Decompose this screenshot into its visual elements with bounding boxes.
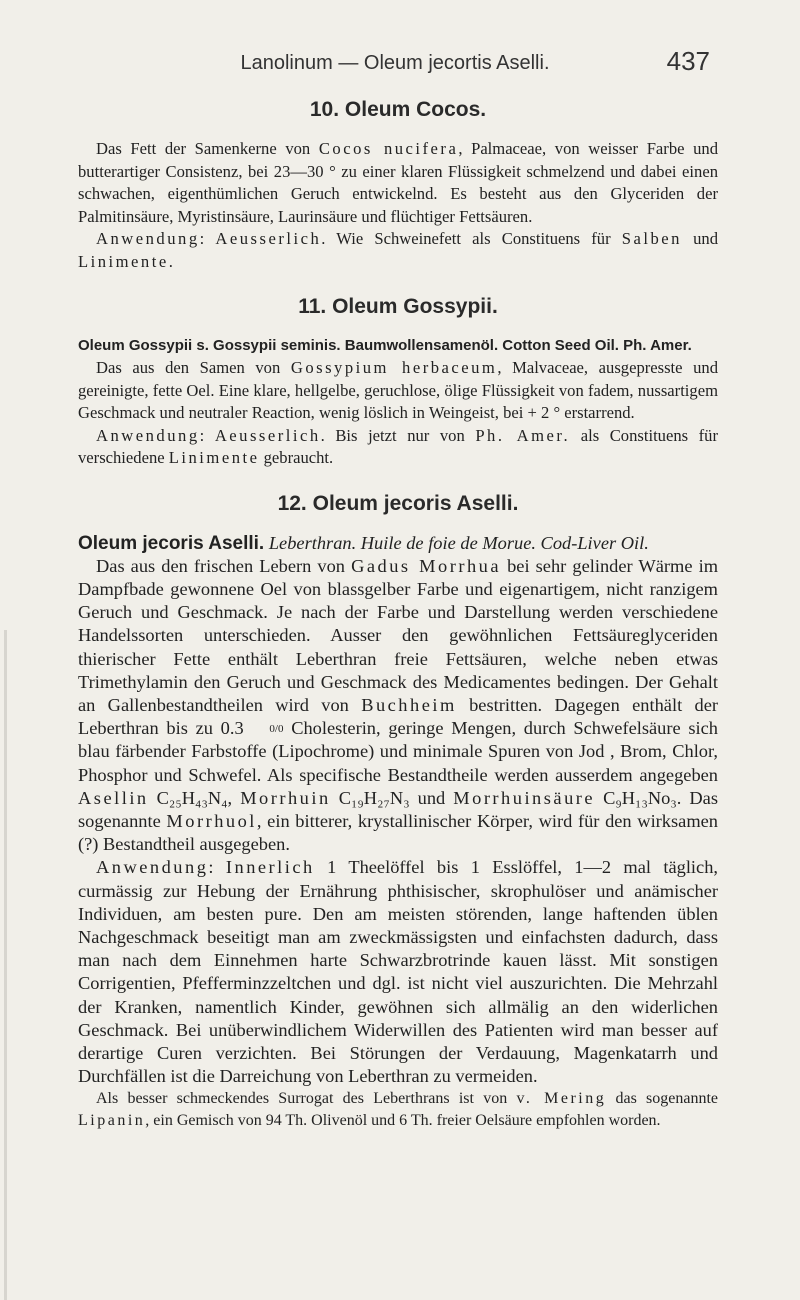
page-number: 437 — [666, 46, 710, 76]
compound-morrhuinsaeure: Morrhuinsäure — [453, 787, 596, 808]
oleum-cocos-usage — [78, 228, 718, 273]
synonyms-italic: Leberthran. Huile de foie de Morue. Cod-Liver Oil. — [268, 532, 649, 553]
running-header — [80, 46, 710, 86]
usage-label: Anwendung — [96, 229, 200, 248]
running-title: Lanolinum — Oleum jecortis Aselli. — [240, 52, 550, 74]
oleum-jecoris-usage — [78, 856, 718, 1088]
usage-mode: Aeusserlich — [214, 425, 321, 445]
oleum-gossypii-description — [78, 357, 718, 425]
species-name: Cocos nucifera — [318, 139, 459, 158]
text-run: 1 Theelöffel bis 1 Esslöffel, 1—2 mal täglich, curmässig zur Hebung der Ernährung phthisischer, skrophulöser und anämischer Individuen, am besten pure. Den am meisten störenden, lange haftenden üblen Nachgeschmack beseitigt man am zweckmässigsten und einfachsten dadurch, dass man nach dem Einnehmen harte Schwarzbrotrinde kauen lässt. Mit sonstigen Corrigentien, Pfefferminzzeltchen und dgl. ist nicht viel auszurichten. Die Mehrzahl der Kranken, namentlich Kinder, gewöhnen sich allmälig an den widerlichen Geschmack. Bei unüberwindlichem Widerwillen des Patienten wird man besser auf derartige Curen verzichten. Bei Störungen der Verdauung, Magenkatarrh und Durchfällen ist die Darreichung von Leberthran zu vermeiden. — [78, 857, 718, 1087]
compound-morrhuin: Morrhuin — [240, 787, 331, 808]
text-run: : — [199, 425, 215, 445]
oleum-jecoris-synonyms — [78, 532, 718, 555]
text-run: : — [199, 229, 216, 248]
text-run: als Constituens für verschiedene — [78, 425, 719, 467]
oleum-gossypii-usage — [78, 425, 718, 470]
percent-sign: 0/0 — [269, 723, 284, 736]
text-run: . Wie Schweinefett als Constituens für — [321, 229, 622, 248]
text-run: bei sehr gelinder Wärme im Dampfbade gewonnene Oel von blassgelber Farbe und eigenartigem, nicht ranzigem Geruch und Geschmack. Je nach der Farbe und Darstellung werden verschiedene Handelssorten unterschieden. Ausser den gewöhnlichen Fettsäureglyceriden thierischer Fette enthält Leberthran freie Fettsäuren, welche neben etwas Trimethylamin den Geruch und Geschmack des Medicamentes bedingen. Der Gehalt an Gallenbestandtheilen wird von — [78, 555, 718, 715]
usage-mode: Aeusserlich — [215, 229, 322, 248]
text-run: und — [681, 229, 718, 248]
formula-asellin: C₂₅H₄₃N₄ — [156, 787, 228, 808]
text-run: , ein Gemisch von 94 Th. Olivenöl und 6 Th. freier Oelsäure empfohlen worden. — [145, 1112, 661, 1130]
form-salben: Salben — [621, 229, 682, 248]
text-run: , ein bitterer, krystallinischer Körper, wird für den wirksamen (?) Bestandtheil ausgegeben. — [78, 810, 718, 855]
text-run: . Bis jetzt nur von — [320, 425, 476, 445]
form-linimente: Linimente — [168, 448, 260, 467]
compound-asellin: Asellin — [78, 787, 149, 808]
usage-label: Anwendung — [96, 857, 209, 878]
section-title-oleum-jecoris: 12. Oleum jecoris Aselli. — [277, 491, 519, 515]
author-name: Buchheim — [361, 694, 457, 715]
page-edge-shadow — [4, 630, 7, 1300]
text-run: das sogenannte — [606, 1090, 719, 1108]
text-run: gebraucht. — [259, 448, 334, 467]
pharmacopoeia-ref: Ph. Amer. — [475, 425, 571, 445]
text-run: . Das sogenannte — [78, 787, 718, 831]
formula-morrhuin: C₁₉H₂₇N₃ — [338, 787, 410, 808]
product-lipanin: Lipanin — [78, 1112, 146, 1130]
text-run: Als besser schmeckendes Surrogat des Leberthrans ist von — [96, 1090, 517, 1108]
species-name: Gadus Morrhua — [351, 555, 502, 576]
usage-mode: Innerlich — [225, 857, 315, 878]
text-run: Das aus den frischen Lebern von — [96, 555, 352, 576]
text-run: bestritten. Dagegen enthält der Leberthran bis zu 0.3 — [78, 694, 718, 739]
formula-morrhuinsaeure: C₉H₁₃No₃ — [603, 787, 677, 808]
oleum-jecoris-surrogate — [78, 1088, 718, 1132]
text-run: , Palmaceae, von weisser Farbe und butterartiger Consistenz, bei 23—30 ° zu einer klaren Flüssigkeit schmelzend und dabei einen schwachen, eigenthümlichen Geruch entwickelnd. Es besteht aus den Glyceriden der Palmitinsäure, Myristinsäure, Laurinsäure und flüchtiger Fettsäuren. — [78, 139, 718, 226]
compound-morrhuol: Morrhuol — [166, 810, 257, 831]
oleum-jecoris-description: Das aus den frischen Lebern von Gadus Morrhua bei sehr gelinder Wärme im Dampfbade gewonnene Oel von blassgelber Farbe und eigenartigem, nicht ranzigem Geruch und Geschmack. Je nach der Farbe und Darstellung werden verschiedene Handelssorten unterschieden. Ausser den gewöhnlichen Fettsäureglyceriden thierischer Fette enthält Leberthran freie Fettsäuren, welche neben etwas Trimethylamin den Geruch und Geschmack des Medicamentes bedingen. Der Gehalt an Gallenbestandtheilen wird von Buchheim bestritten. Dagegen enthält der Leberthran bis zu 0.3 0/0 Cholesterin, geringe Mengen, durch Schwefelsäure sich blau färbender Farbstoffe (Lipochrome) und minimale Spuren von Jod , Brom, Chlor, Phosphor und Schwefel. Als specifische Bestandtheile werden ausserdem angegeben Asellin C₂₅H₄₃N₄, Morrhuin C₁₉H₂₇N₃ und Morrhuinsäure C₉H₁₃No₃. Das sogenannte Morrhuol, ein bitterer, krystallinischer Körper, wird für den wirksamen (?) Bestandtheil ausgegeben. — [78, 555, 719, 855]
oleum-gossypii-synonyms: Oleum Gossypii s. Gossypii seminis. Baumwollensamenöl. Cotton Seed Oil. Ph. Amer. — [78, 337, 692, 354]
species-name: Gossypium herbaceum — [290, 358, 498, 377]
text-run: Cholesterin, geringe Mengen, durch Schwefelsäure sich blau färbender Farbstoffe (Lipochrome) und minimale Spuren von Jod , Brom, Chlor, Phosphor und Schwefel. Als specifische Bestandtheile werden ausserdem angegeben — [78, 718, 719, 785]
text-run: , Malvaceae, ausgepresste und gereinigte, fette Oel. Eine klare, hellgelbe, geruchlose, ölige Flüssigkeit von fadem, nussartigem Geschmack und neutraler Reaction, wenig löslich in Weingeist, bei + 2 ° erstarrend. — [78, 358, 718, 422]
oleum-cocos-description — [78, 138, 718, 228]
author-name: v. Mering — [516, 1090, 607, 1108]
section-title-oleum-cocos: 10. Oleum Cocos. — [309, 98, 487, 121]
text-run: Das aus den Samen von — [96, 358, 291, 377]
page-body — [78, 98, 718, 1132]
text-run: Das Fett der Samenkerne von — [96, 139, 319, 158]
section-title-oleum-gossypii: 11. Oleum Gossypii. — [298, 295, 498, 318]
form-linimente: Linimente — [78, 251, 169, 271]
text-run: und — [409, 787, 454, 808]
text-run: . — [168, 251, 173, 271]
text-run: : — [208, 857, 226, 878]
drug-name: Oleum jecoris Aselli. — [78, 532, 265, 554]
usage-label: Anwendung — [96, 425, 200, 445]
